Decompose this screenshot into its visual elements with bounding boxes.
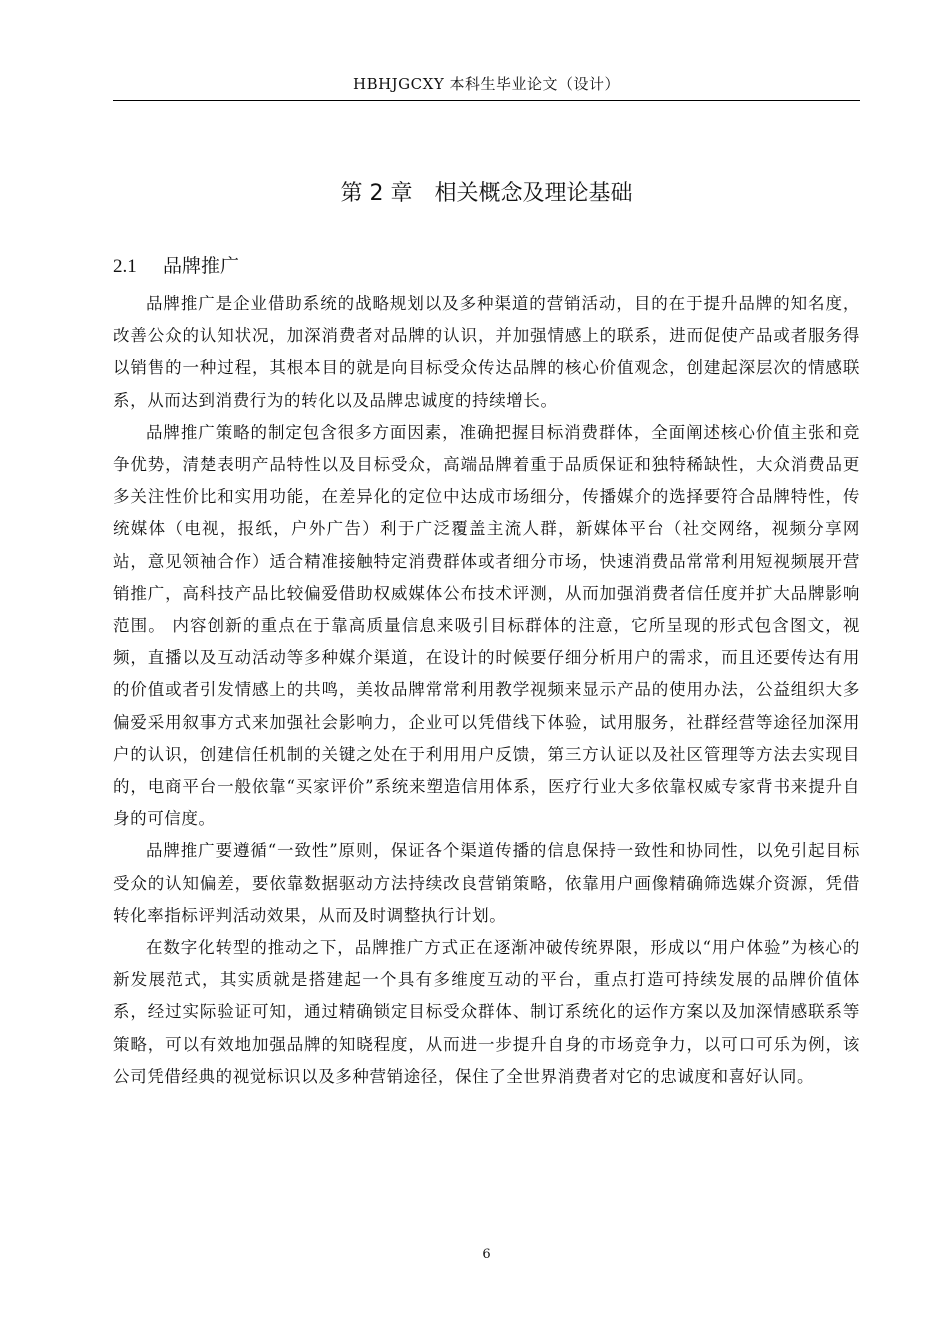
section-heading — [113, 252, 239, 281]
section-title: 品牌推广 — [163, 255, 240, 277]
header-rule — [113, 100, 860, 101]
paragraph: 品牌推广要遵循“一致性”原则，保证各个渠道传播的信息保持一致性和协同性，以免引起目标受众的认知偏差，要依靠数据驱动方法持续改良营销策略，依靠用户画像精确筛选媒介资源，凭借转化率指标评判活动效果，从而及时调整执行计划。 — [113, 841, 860, 925]
body-text — [113, 288, 860, 1093]
page-number: 6 — [482, 1247, 491, 1262]
chapter-title: 第 2 章 相关概念及理论基础 — [340, 181, 633, 206]
paragraph: 品牌推广策略的制定包含很多方面因素，准确把握目标消费群体，全面阐述核心价值主张和竞争优势，清楚表明产品特性以及目标受众，高端品牌着重于品质保证和独特稀缺性，大众消费品更多关注性价比和实用功能，在差异化的定位中达成市场细分，传播媒介的选择要符合品牌特性，传统媒体（电视，报纸，户外广告）利于广泛覆盖主流人群，新媒体平台（社交网络，视频分享网站，意见领袖合作）适合精准接触特定消费群体或者细分市场，快速消费品常常利用短视频展开营销推广，高科技产品比较偏爱借助权威媒体公布技术评测，从而加强消费者信任度并扩大品牌影响范围。 内容创新的重点在于靠高质量信息来吸引目标群体的注意，它所呈现的形式包含图文，视频，直播以及互动活动等多种媒介渠道，在设计的时候要仔细分析用户的需求，而且还要传达有用的价值或者引发情感上的共鸣，美妆品牌常常利用教学视频来显示产品的使用办法，公益组织大多偏爱采用叙事方式来加强社会影响力，企业可以凭借线下体验，试用服务，社群经营等途径加深用户的认识，创建信任机制的关键之处在于利用用户反馈，第三方认证以及社区管理等方法去实现目的，电商平台一般依靠“买家评价”系统来塑造信用体系，医疗行业大多依靠权威专家背书来提升自身的可信度。 — [113, 422, 860, 829]
section-number: 2.1 — [113, 256, 137, 277]
paragraph: 在数字化转型的推动之下，品牌推广方式正在逐渐冲破传统界限，形成以“用户体验”为核心的新发展范式，其实质就是搭建起一个具有多维度互动的平台，重点打造可持续发展的品牌价值体系，经过实际验证可知，通过精确锁定目标受众群体、制订系统化的运作方案以及加深情感联系等策略，可以有效地加强品牌的知晓程度，从而进一步提升自身的市场竞争力，以可口可乐为例，该公司凭借经典的视觉标识以及多种营销途径，保住了全世界消费者对它的忠诚度和喜好认同。 — [113, 938, 860, 1086]
running-header: HBHJGCXY 本科生毕业论文（设计） — [352, 75, 620, 93]
paragraph: 品牌推广是企业借助系统的战略规划以及多种渠道的营销活动，目的在于提升品牌的知名度，改善公众的认知状况，加深消费者对品牌的认识，并加强情感上的联系，进而促使产品或者服务得以销售的一种过程，其根本目的就是向目标受众传达品牌的核心价值观念，创建起深层次的情感联系，从而达到消费行为的转化以及品牌忠诚度的持续增长。 — [113, 294, 860, 410]
